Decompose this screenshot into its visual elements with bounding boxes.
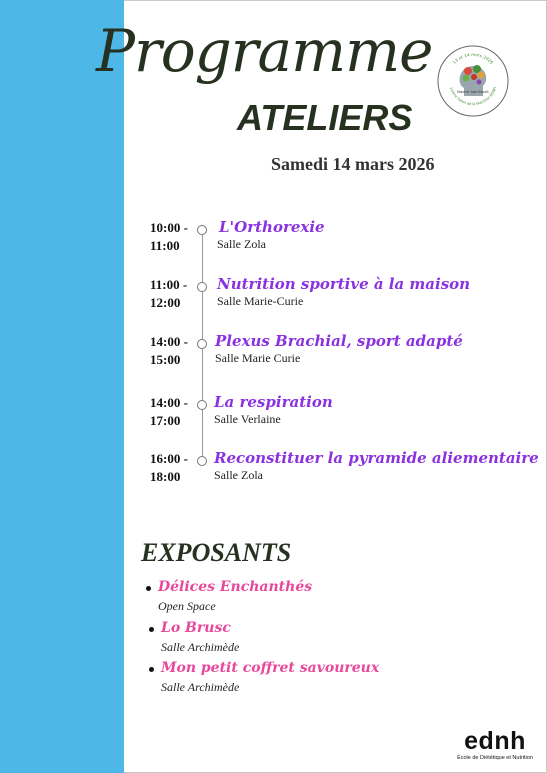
- workshop-item: [0, 219, 547, 259]
- workshop-room: Salle Marie-Curie: [217, 294, 304, 308]
- workshop-item: [0, 450, 547, 490]
- workshop-title: L'Orthorexie: [219, 218, 325, 236]
- exhibitor-room: Salle Archimède: [161, 640, 240, 654]
- workshop-time: [150, 394, 200, 430]
- exhibitor-item: [0, 579, 547, 619]
- workshop-title: Nutrition sportive à la maison: [217, 275, 471, 293]
- workshop-time-end: 15:00: [150, 352, 181, 367]
- workshop-room: Salle Verlaine: [214, 412, 281, 426]
- workshop-time-end: 11:00: [150, 238, 180, 253]
- badge-bottom-text: 11ème Salon de la Nutrition EDNH: [448, 86, 498, 107]
- badge-top-text: 13 et 14 mars 2026: [451, 51, 495, 65]
- exhibitor-name: Mon petit coffret savoureux: [161, 660, 380, 676]
- workshop-time: [150, 333, 200, 369]
- workshop-item: [0, 333, 547, 373]
- workshop-room: Salle Zola: [217, 237, 266, 251]
- timeline-dot: [197, 400, 207, 410]
- timeline-dot: [197, 339, 207, 349]
- workshop-time-start: 16:00 -: [150, 451, 188, 466]
- workshop-time-start: 11:00 -: [150, 277, 188, 292]
- workshop-time: [150, 276, 200, 312]
- workshop-title: La respiration: [214, 393, 333, 411]
- exposants-heading: EXPOSANTS: [141, 538, 292, 567]
- workshop-title: Reconstituer la pyramide aliementaire: [214, 449, 539, 467]
- workshop-time-start: 14:00 -: [150, 334, 188, 349]
- workshop-time-end: 17:00: [150, 413, 181, 428]
- bullet-icon: [149, 667, 154, 672]
- workshop-time: [150, 450, 200, 486]
- exhibitor-item: [0, 620, 547, 660]
- exhibitor-name: Lo Brusc: [161, 620, 231, 636]
- workshop-time-start: 14:00 -: [150, 395, 188, 410]
- workshop-title: Plexus Brachial, sport adapté: [215, 332, 463, 350]
- workshop-time-end: 12:00: [150, 295, 181, 310]
- exhibitor-item: [0, 660, 547, 700]
- ednh-logo-word: ednh: [464, 727, 526, 755]
- badge-emblem-icon: [436, 44, 510, 118]
- exhibitor-name: Délices Enchanthés: [158, 579, 313, 595]
- ednh-logo: [452, 728, 538, 768]
- event-date: Samedi 14 mars 2026: [271, 154, 435, 174]
- ednh-logo-tagline: École de Diététique et Nutrition: [457, 755, 533, 761]
- workshop-time-end: 18:00: [150, 469, 181, 484]
- event-badge-logo: [436, 44, 510, 118]
- timeline-dot: [197, 456, 207, 466]
- workshop-room: Salle Zola: [214, 468, 263, 482]
- exhibitor-room: Open Space: [158, 599, 216, 613]
- workshop-item: [0, 276, 547, 316]
- bullet-icon: [149, 627, 154, 632]
- badge-middle-text: Nourrir son Esprit: [457, 90, 489, 94]
- workshop-time-start: 10:00 -: [150, 220, 188, 235]
- exhibitor-room: Salle Archimède: [161, 680, 240, 694]
- bullet-icon: [146, 586, 151, 591]
- page-title: Programme: [96, 17, 433, 85]
- page-subtitle: ATELIERS: [237, 97, 413, 138]
- timeline-dot: [197, 225, 207, 235]
- workshop-item: [0, 394, 547, 434]
- timeline-dot: [197, 282, 207, 292]
- workshop-time: [150, 219, 200, 255]
- workshop-room: Salle Marie Curie: [215, 351, 301, 365]
